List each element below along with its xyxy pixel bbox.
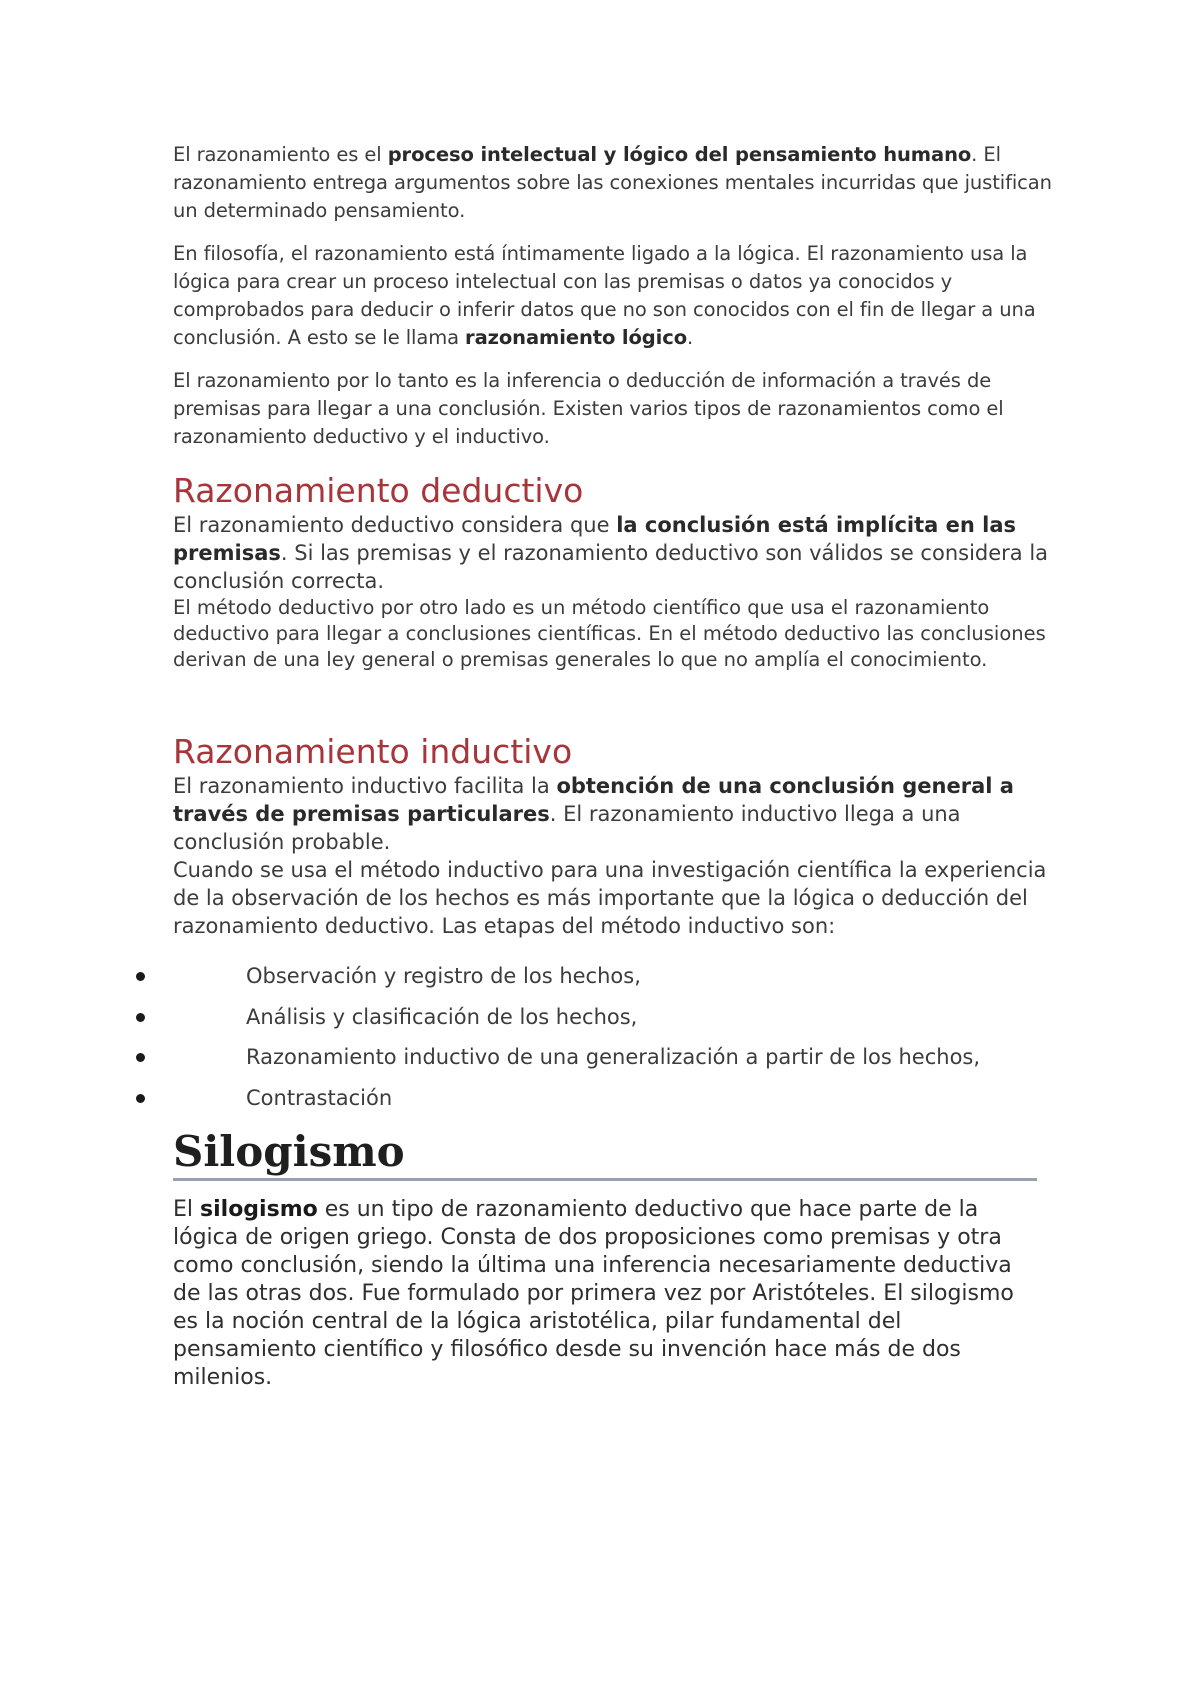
intro-paragraph-3: El razonamiento por lo tanto es la inferencia o deducción de información a través de premisas para llegar a una conclusión. Existen varios tipos de razonamientos como el razonamiento deductivo y el inductivo. <box>173 369 1004 448</box>
intro-p2-text-a: En filosofía, el razonamiento está íntimamente ligado a la lógica. El razonamiento usa la lógica para crear un proceso intelectual con las premisas o datos ya conocidos y comprobados para deducir o inferir datos que no son conocidos con el fin de llegar a una conclusión. A esto se le llama <box>173 242 1036 349</box>
list-item-text: Observación y registro de los hechos, <box>246 964 641 988</box>
intro-p1-bold: proceso intelectual y lógico del pensamiento humano <box>387 143 972 166</box>
deductivo-p1-text-b: . Si las premisas y el razonamiento deductivo son válidos se considera la conclusión correcta. <box>173 541 1049 593</box>
silogismo-body <box>173 1196 1043 1392</box>
inductivo-paragraph-1 <box>173 772 1053 856</box>
intro-p1-text-a: El razonamiento es el <box>173 143 388 166</box>
inductivo-p1-text-a: El razonamiento inductivo facilita la <box>173 774 557 798</box>
intro-p1-text-b: . El razonamiento entrega argumentos sobre las conexiones mentales incurridas que justifican un determinado pensamiento. <box>173 143 1052 222</box>
intro-p2-bold: razonamiento lógico <box>465 326 688 349</box>
intro-paragraph-1 <box>173 141 1053 225</box>
intro-p2-text-b: . <box>687 326 694 349</box>
silogismo-paragraph <box>173 1196 1043 1392</box>
inductivo-p1-text-b: . El razonamiento inductivo llega a una conclusión probable. <box>173 802 961 854</box>
list-item-text: Razonamiento inductivo de una generalización a partir de los hechos, <box>246 1045 981 1069</box>
deductivo-section <box>173 471 1053 673</box>
deductivo-p1-text-a: El razonamiento deductivo considera que <box>173 513 617 537</box>
inductivo-section <box>173 732 1053 940</box>
silogismo-heading: Silogismo <box>173 1127 405 1176</box>
list-item-text: Contrastación <box>246 1085 393 1110</box>
deductivo-p1-bold: la conclusión está implícita en las premisas <box>173 513 1017 565</box>
list-item-text: Análisis y clasificación de los hechos, <box>246 1004 638 1029</box>
deductivo-paragraph-2: El método deductivo por otro lado es un método científico que usa el razonamiento deductivo para llegar a conclusiones científicas. En el método deductivo las conclusiones derivan de una ley general o premisas generales lo que no amplía el conocimiento. <box>173 596 1046 671</box>
inductivo-heading: Razonamiento inductivo <box>173 732 573 771</box>
deductivo-paragraph-1 <box>173 511 1053 595</box>
bullet-icon <box>136 1013 145 1022</box>
intro-section <box>173 141 1053 451</box>
heading-underline <box>173 1178 1037 1181</box>
silogismo-section <box>173 1128 1053 1176</box>
silogismo-bold: silogismo <box>200 1197 318 1222</box>
inductivo-paragraph-2: Cuando se usa el método inductivo para una investigación científica la experiencia de la observación de los hechos es más importante que la lógica o deducción del razonamiento deductivo. Las etapas del método inductivo son: <box>173 858 1047 938</box>
bullet-icon <box>136 1094 145 1103</box>
intro-paragraph-2 <box>173 240 1053 352</box>
bullet-icon <box>136 1053 145 1062</box>
silogismo-text-a: El <box>173 1197 201 1222</box>
inductivo-p1-bold: obtención de una conclusión general a través de premisas particulares <box>173 774 1014 826</box>
silogismo-text-b: es un tipo de razonamiento deductivo que hace parte de la lógica de origen griego. Consta de dos proposiciones como premisas y otra como conclusión, siendo la última una inferencia necesariamente deductiva de las otras dos. Fue formulado por primera vez por Aristóteles. El silogismo es la noción central de la lógica aristotélica, pilar fundamental del pensamiento científico y filosófico desde su invención hace más de dos milenios. <box>173 1197 1014 1390</box>
deductivo-heading: Razonamiento deductivo <box>173 471 584 510</box>
bullet-icon <box>136 972 145 981</box>
